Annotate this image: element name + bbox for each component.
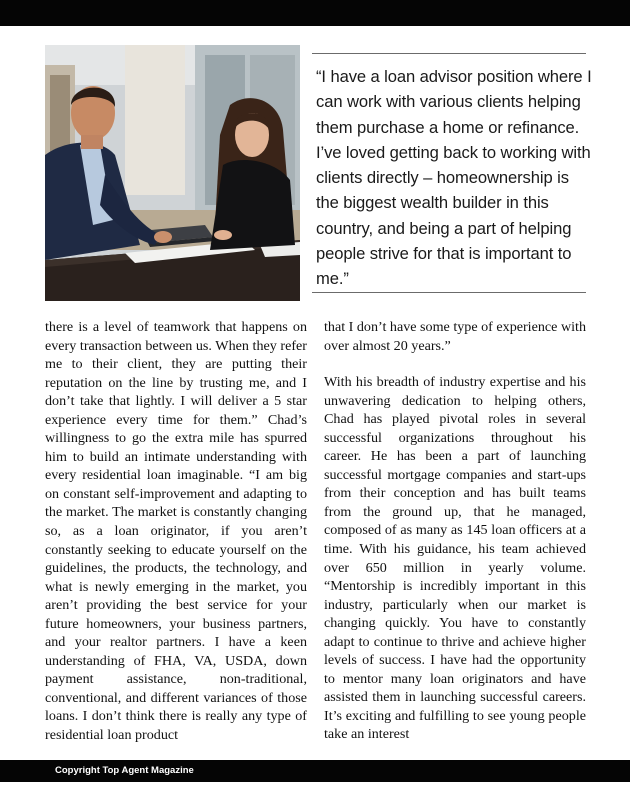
photo-advisor-with-client xyxy=(45,45,300,301)
pull-quote-text: “I have a loan advisor position where I can work with various clients helping them purchase a home or refinance. I’ve loved getting back to working with clients directly – homeownership is the biggest wealth builder in this country, and being a part of helping people strive for that is important to me.” xyxy=(316,67,592,289)
article-paragraph: that I don’t have some type of experience with over almost 20 years.” xyxy=(324,319,586,354)
article-column-left xyxy=(45,318,307,745)
photo-illustration xyxy=(45,45,300,301)
article-paragraph: there is a level of teamwork that happens on every transaction between us. When they refer me to their client, they are putting their reputation on the line by trusting me, and I don’t take that lightly. I will deliver a 5 star experience every time for them.” Chad’s willingness to go the extra mile has spurred him to build an intimate understanding with every residential loan imaginable. “I am big on constant self-improvement and adapting to the market. The market is constantly changing so, as a loan originator, if you aren’t constantly seeking to educate yourself on the guidelines, the products, the technology, and what is newly emerging in the market, you aren’t providing the best service for your future homeowners, your business partners, and your realtor partners. I have a keen understanding of FHA, VA, USDA, down payment assistance, non-traditional, conventional, and different variances of those loans. I don’t think there is really any type of residential loan product xyxy=(45,319,307,744)
pull-quote xyxy=(312,53,592,293)
article-paragraph: With his breadth of industry expertise and his unwavering dedication to helping others, Chad has played pivotal roles in several successful organizations throughout his career. He has been a part of launching successful mortgage companies and start-ups from their conception and has built teams from the ground up, that he managed, composed of as many as 145 loan officers at a time. With his guidance, his team achieved over 650 million in yearly volume. “Mentorship is incredibly important in this industry, particularly when our market is changing quickly. You have to constantly adapt to continue to thrive and achieve higher levels of success. I have had the opportunity to mentor many loan originators and have assisted them in launching successful careers. It’s exciting and fulfilling to see young people take an interest xyxy=(324,374,586,743)
top-bar xyxy=(0,0,630,26)
footer-bar xyxy=(0,760,630,782)
copyright-text: Copyright Top Agent Magazine xyxy=(55,765,194,776)
article-column-right xyxy=(324,318,586,744)
